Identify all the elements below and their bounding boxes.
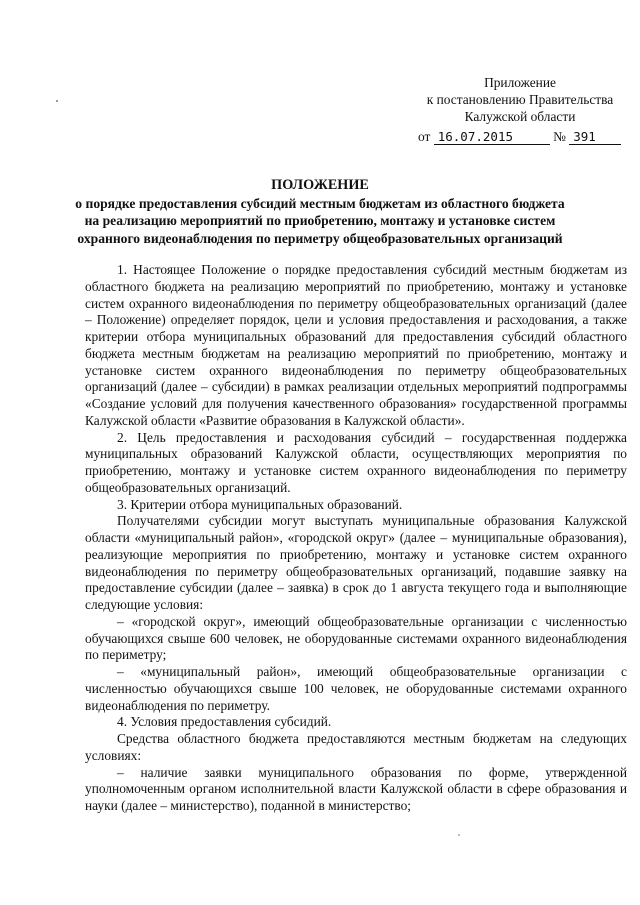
title-main: ПОЛОЖЕНИЕ — [271, 177, 369, 193]
scan-speck — [458, 834, 460, 836]
decree-date: 16.07.2015 — [434, 129, 550, 145]
condition-city-district: – «городской округ», имеющий общеобразовательные организации с численностью обучающихся свыше 600 человек, не оборудованные системами охранного видеонаблюдения по периметру; — [85, 613, 627, 663]
date-prefix: от — [418, 129, 431, 144]
document-title — [0, 177, 640, 247]
appendix-region: Калужской области — [464, 109, 576, 124]
document-body — [85, 262, 627, 815]
number-prefix: № — [553, 129, 566, 144]
paragraph-2: 2. Цель предоставления и расходования субсидий – государственная поддержка муниципальных образований Калужской области, осуществляющих мероприятия по приобретению, монтажу и установке систем охранного видеонаблюдения по периметру общеобразовательных организаций. — [85, 429, 627, 495]
decree-number: 391 — [569, 129, 621, 145]
title-line: о порядке предоставления субсидий местным бюджетам из областного бюджета — [75, 195, 565, 211]
condition-municipal-district: – «муниципальный район», имеющий общеобразовательные организации с численностью обучающихся свыше 100 человек, не оборудованные системами охранного видеонаблюдения по периметру. — [85, 664, 627, 713]
paragraph-1: 1. Настоящее Положение о порядке предоставления субсидий местным бюджетам из областного бюджета на реализацию мероприятий по приобретению, монтажу и установке систем охранного видеонаблюдения по периметру общеобразовательных организаций (далее – Положение) определяет порядок, цели и условия предоставления и расходования, а также критерии отбора муниципальных образований для предоставления субсидий областного бюджета местным бюджетам на реализацию мероприятий по приобретению, монтажу и установке систем охранного видеонаблюдения по периметру общеобразовательных организаций (далее – субсидии) в рамках реализации отдельных мероприятий подпрограммы «Создание условий для получения качественного образования» государственной программы Калужской области «Развитие образования в Калужской области». — [85, 262, 627, 428]
appendix-label: Приложение — [484, 75, 556, 90]
condition-application: – наличие заявки муниципального образования по форме, утвержденной уполномоченным органом исполнительной власти Калужской области в сфере образования и науки (далее – министерство), поданной в министерство; — [85, 764, 627, 813]
appendix-header — [400, 74, 640, 144]
title-line: на реализацию мероприятий по приобретению, монтажу и установке систем — [84, 213, 556, 229]
title-line: охранного видеонаблюдения по периметру общеобразовательных организаций — [77, 230, 563, 246]
paragraph-4-heading: 4. Условия предоставления субсидий. — [117, 714, 332, 730]
paragraph-3-heading: 3. Критерии отбора муниципальных образований. — [117, 496, 403, 512]
scan-speck — [56, 100, 58, 102]
paragraph-funding: Средства областного бюджета предоставляются местным бюджетам на следующих условиях: — [85, 731, 627, 763]
decree-date-number-row — [418, 128, 621, 145]
paragraph-recipients: Получателями субсидии могут выступать муниципальные образования Калужской области «муниципальный район», «городской округ» (далее – муниципальные образования), реализующие мероприятия по приобретению, монтажу и установке систем охранного видеонаблюдения по периметру общеобразовательных организаций, подавшие заявку на предоставление субсидии (далее – заявка) в срок до 1 августа текущего года и выполняющие следующие условия: — [85, 513, 627, 612]
appendix-decree-ref: к постановлению Правительства — [426, 92, 614, 107]
